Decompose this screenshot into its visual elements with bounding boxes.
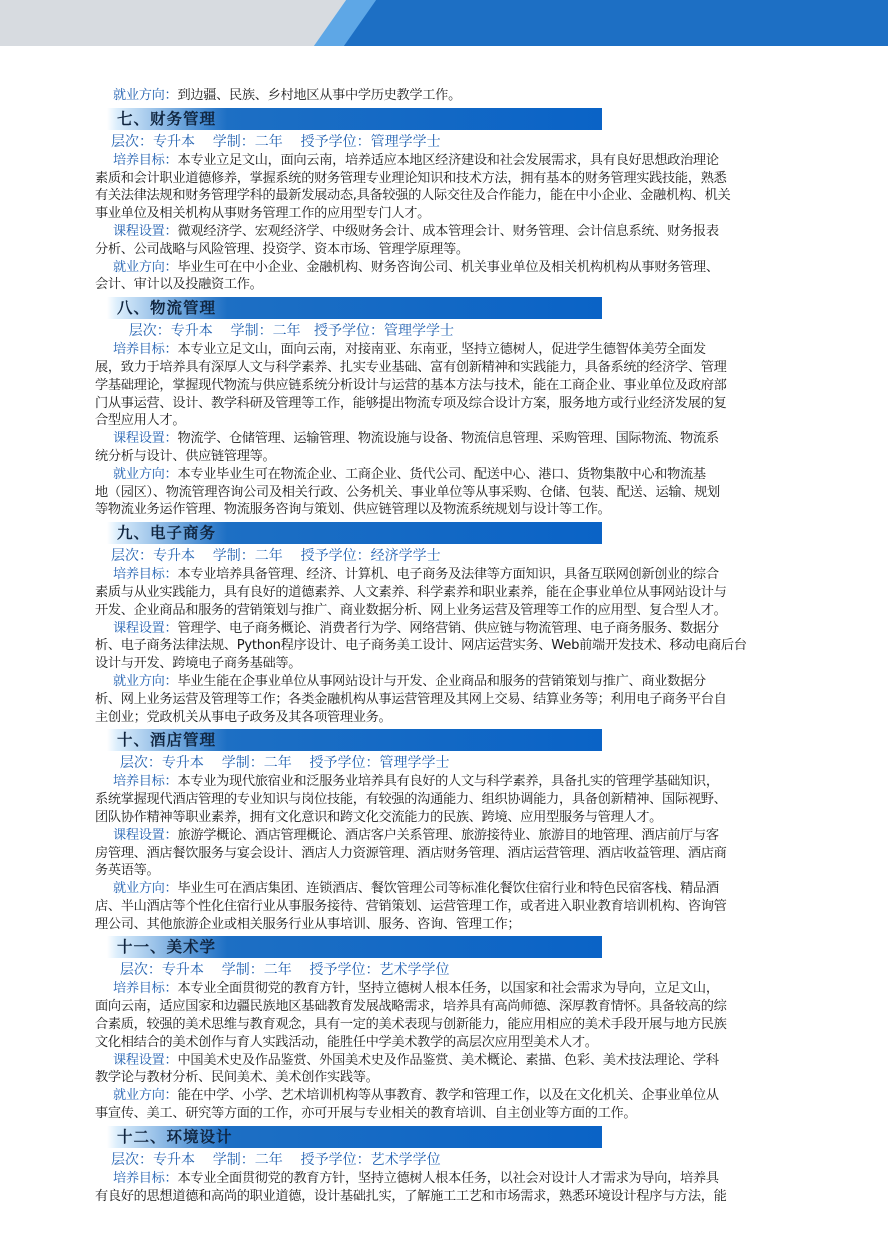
paragraph-line: [95, 276, 817, 294]
field-text: 素质与从业实践能力，具有良好的道德素养、人文素养、科学素养和职业素养，能在企事业单位从事网站设计与: [95, 584, 727, 600]
field-text: 有关法律法规和财务管理学科的最新发展动态,具备较强的人际交往及合作能力，能在中小企业、金融机构、机关: [95, 188, 731, 204]
paragraph-line: [107, 827, 817, 845]
header-blue-band: [344, 0, 888, 46]
field-text: 析、电子商务法律法规、Python程序设计、电子商务美工设计、网店运营实务、Web前端开发技术、移动电商后台: [95, 638, 747, 654]
field-text: 务英语等。: [95, 863, 160, 879]
field-label: 课程设置：: [113, 431, 178, 447]
field-text: 统分析与设计、供应链管理等。: [95, 448, 276, 464]
field-text: 店、半山酒店等个性化住宿行业从事服务接待、营销策划、运营管理工作，或者进入职业教育培训机构、咨询管: [95, 898, 727, 914]
field-text: 本专业为现代旅宿业和泛服务业培养具有良好的人文与科学素养，具备扎实的管理学基础知识，: [177, 774, 719, 790]
paragraph-line: [95, 501, 817, 519]
field-text: 毕业生可在中小企业、金融机构、财务咨询公司、机关事业单位及相关机构机构从事财务管理、: [177, 259, 719, 275]
field-text: 本专业立足文山，面向云南，培养适应本地区经济建设和社会发展需求，具有良好思想政治理论: [177, 152, 719, 168]
field-label: 课程设置：: [113, 827, 178, 843]
paragraph-line: [95, 898, 817, 916]
field-label: 就业方向：: [113, 881, 178, 897]
field-text: 析、网上业务运营及管理等工作；各类金融机构从事运营管理及其网上交易、结算业务等；利用电子商务平台自: [95, 691, 727, 707]
field-text: 设计与开发、跨境电子商务基础等。: [95, 656, 302, 672]
section-meta: 层次：专升本 学制：二年 授予学位：管理学学士: [111, 323, 454, 340]
section-header: [107, 936, 602, 958]
paragraph-line: [95, 187, 817, 205]
section-title: 八、物流管理: [117, 299, 217, 318]
paragraph-line: [107, 341, 817, 359]
section-header: [107, 1126, 602, 1148]
paragraph-line: [107, 1052, 817, 1070]
section-meta: 层次：专升本 学制：二年 授予学位：艺术学学位: [111, 1151, 441, 1168]
field-text: 有良好的思想道德和高尚的职业道德，设计基础扎实，了解施工工艺和市场需求，熟悉环境设计程序与方法，能: [95, 1188, 727, 1204]
intro-employment-line: [107, 87, 817, 105]
section-meta: 层次：专升本 学制：二年 授予学位：管理学学士: [111, 133, 441, 150]
paragraph-line: [95, 1034, 817, 1052]
paragraph-line: [95, 862, 817, 880]
paragraph-line: [95, 637, 817, 655]
paragraph-line: [107, 773, 817, 791]
section-header: [107, 522, 602, 544]
paragraph-line: [95, 170, 817, 188]
field-text: 能在中学、小学、艺术培训机构等从事教育、教学和管理工作，以及在文化机关、企事业单位从: [177, 1088, 719, 1104]
paragraph-line: [95, 791, 817, 809]
field-text: 会计、审计以及投融资工作。: [95, 277, 263, 293]
section-header: [107, 729, 602, 751]
section-title: 九、电子商务: [117, 524, 217, 543]
paragraph-line: [95, 916, 817, 934]
field-text: 事宣传、美工、研究等方面的工作，亦可开展与专业相关的教育培训、自主创业等方面的工作。: [95, 1106, 637, 1122]
paragraph-line: [95, 377, 817, 395]
field-text: 素质和会计职业道德修养，掌握系统的财务管理专业理论知识和技术方法，拥有基本的财务管理实践技能，熟悉: [95, 170, 727, 186]
field-label: 就业方向：: [113, 259, 178, 275]
field-text: 主创业；党政机关从事电子政务及其各项管理业务。: [95, 709, 392, 725]
field-text: 微观经济学、宏观经济学、中级财务会计、成本管理会计、财务管理、会计信息系统、财务报表: [177, 223, 719, 239]
paragraph-line: [95, 709, 817, 727]
field-text: 事业单位及相关机构从事财务管理工作的应用型专门人才。: [95, 206, 431, 222]
field-label: 培养目标：: [113, 1170, 178, 1186]
field-text: 等物流业务运作管理、物流服务咨询与策划、供应链管理以及物流系统规划与设计等工作。: [95, 502, 611, 518]
paragraph-line: [95, 998, 817, 1016]
field-label: 课程设置：: [113, 1052, 178, 1068]
field-label: 培养目标：: [113, 152, 178, 168]
header-decoration: [0, 0, 888, 46]
paragraph-line: [107, 259, 817, 277]
document-body: [95, 87, 817, 1205]
paragraph-line: [95, 655, 817, 673]
field-text: 团队协作精神等职业素养，拥有文化意识和跨文化交流能力的民族、跨境、应用型服务与管理人才。: [95, 809, 663, 825]
section-title: 七、财务管理: [117, 109, 217, 128]
field-text: 管理学、电子商务概论、消费者行为学、网络营销、供应链与物流管理、电子商务服务、数据分: [177, 620, 719, 636]
paragraph-line: [95, 412, 817, 430]
paragraph-line: [95, 241, 817, 259]
paragraph-line: [107, 673, 817, 691]
paragraph-line: [95, 845, 817, 863]
paragraph-line: [95, 1188, 817, 1206]
field-label: 课程设置：: [113, 223, 178, 239]
field-label: 就业方向：: [113, 1088, 178, 1104]
paragraph-line: [107, 980, 817, 998]
field-text: 系统掌握现代酒店管理的专业知识与岗位技能，有较强的沟通能力、组织协调能力，具备创新精神、国际视野、: [95, 792, 727, 808]
field-text: 门从事运营、设计、教学科研及管理等工作，能够提出物流专项及综合设计方案，服务地方或行业经济发展的复: [95, 395, 727, 411]
paragraph-line: [107, 1170, 817, 1188]
paragraph-line: [107, 466, 817, 484]
paragraph-line: [95, 448, 817, 466]
field-text: 学基础理论，掌握现代物流与供应链系统分析设计与运营的基本方法与技术，能在工商企业、事业单位及政府部: [95, 377, 727, 393]
field-label: 培养目标：: [113, 981, 178, 997]
section-header: [107, 108, 602, 130]
section-meta: 层次：专升本 学制：二年 授予学位：经济学学士: [111, 548, 441, 565]
paragraph-line: [107, 566, 817, 584]
field-text: 合素质，较强的美术思维与教育观念，具有一定的美术表现与创新能力，能应用相应的美术手段开展与地方民族: [95, 1017, 727, 1033]
paragraph-line: [95, 1016, 817, 1034]
paragraph-line: [95, 584, 817, 602]
field-label: 就业方向：: [113, 673, 178, 689]
field-label: 课程设置：: [113, 620, 178, 636]
section-title: 十、酒店管理: [117, 731, 217, 750]
field-text: 文化相结合的美术创作与育人实践活动，能胜任中学美术教学的高层次应用型美术人才。: [95, 1034, 598, 1050]
field-text: 物流学、仓储管理、运输管理、物流设施与设备、物流信息管理、采购管理、国际物流、物流系: [177, 431, 719, 447]
paragraph-line: [95, 602, 817, 620]
field-label: 培养目标：: [113, 567, 178, 583]
paragraph-line: [95, 484, 817, 502]
paragraph-line: [95, 1105, 817, 1123]
field-text: 理公司、其他旅游企业或相关服务行业从事培训、服务、咨询、管理工作；: [95, 916, 521, 932]
field-text: 面向云南，适应国家和边疆民族地区基础教育发展战略需求，培养具有高尚师德、深厚教育情怀。具备较高的综: [95, 999, 727, 1015]
field-text: 地（园区）、物流管理咨询公司及相关行政、公务机关、事业单位等从事采购、仓储、包装、配送、运输、规划: [95, 484, 720, 500]
intro-employment-text: 到边疆、民族、乡村地区从事中学历史教学工作。: [177, 88, 461, 103]
field-text: 本专业全面贯彻党的教育方针，坚持立德树人根本任务，以社会对设计人才需求为导向，培养具: [177, 1170, 719, 1186]
field-text: 本专业立足文山，面向云南，对接南亚、东南亚，坚持立德树人，促进学生德智体美劳全面发: [177, 342, 706, 358]
section-meta: 层次：专升本 学制：二年 授予学位：艺术学学位: [111, 962, 450, 979]
field-text: 本专业全面贯彻党的教育方针，坚持立德树人根本任务，以国家和社会需求为导向，立足文山，: [177, 981, 719, 997]
field-text: 毕业生能在企事业单位从事网站设计与开发、企业商品和服务的营销策划与推广、商业数据分: [177, 673, 706, 689]
section-title: 十一、美术学: [117, 938, 217, 957]
section-title: 十二、环境设计: [117, 1127, 233, 1146]
paragraph-line: [95, 691, 817, 709]
field-label: 培养目标：: [113, 774, 178, 790]
section-header: [107, 297, 602, 319]
field-text: 开发、企业商品和服务的营销策划与推广、商业数据分析、网上业务运营及管理等工作的应用型、复合型人才。: [95, 602, 727, 618]
paragraph-line: [95, 359, 817, 377]
field-text: 合型应用人才。: [95, 413, 186, 429]
field-text: 展，致力于培养具有深厚人文与科学素养、扎实专业基础、富有创新精神和实践能力，具备系统的经济学、管理: [95, 359, 727, 375]
section-meta: 层次：专升本 学制：二年 授予学位：管理学学士: [111, 755, 450, 772]
field-text: 中国美术史及作品鉴赏、外国美术史及作品鉴赏、美术概论、素描、色彩、美术技法理论、学科: [177, 1052, 719, 1068]
paragraph-line: [95, 1069, 817, 1087]
field-text: 教学论与教材分析、民间美术、美术创作实践等。: [95, 1070, 379, 1086]
paragraph-line: [95, 809, 817, 827]
paragraph-line: [107, 152, 817, 170]
paragraph-line: [95, 205, 817, 223]
field-text: 毕业生可在酒店集团、连锁酒店、餐饮管理公司等标准化餐饮住宿行业和特色民宿客栈、精品酒: [177, 881, 719, 897]
paragraph-line: [107, 223, 817, 241]
paragraph-line: [107, 430, 817, 448]
field-text: 本专业培养具备管理、经济、计算机、电子商务及法律等方面知识，具备互联网创新创业的综合: [177, 567, 719, 583]
intro-employment-label: 就业方向：: [113, 88, 178, 103]
paragraph-line: [107, 1087, 817, 1105]
paragraph-line: [107, 880, 817, 898]
field-label: 就业方向：: [113, 466, 178, 482]
field-text: 本专业毕业生可在物流企业、工商企业、货代公司、配送中心、港口、货物集散中心和物流基: [177, 466, 706, 482]
field-text: 分析、公司战略与风险管理、投资学、资本市场、管理学原理等。: [95, 241, 469, 257]
field-text: 旅游学概论、酒店管理概论、酒店客户关系管理、旅游接待业、旅游目的地管理、酒店前厅与客: [177, 827, 719, 843]
paragraph-line: [95, 395, 817, 413]
field-label: 培养目标：: [113, 342, 178, 358]
paragraph-line: [107, 620, 817, 638]
field-text: 房管理、酒店餐饮服务与宴会设计、酒店人力资源管理、酒店财务管理、酒店运营管理、酒店收益管理、酒店商: [95, 845, 727, 861]
